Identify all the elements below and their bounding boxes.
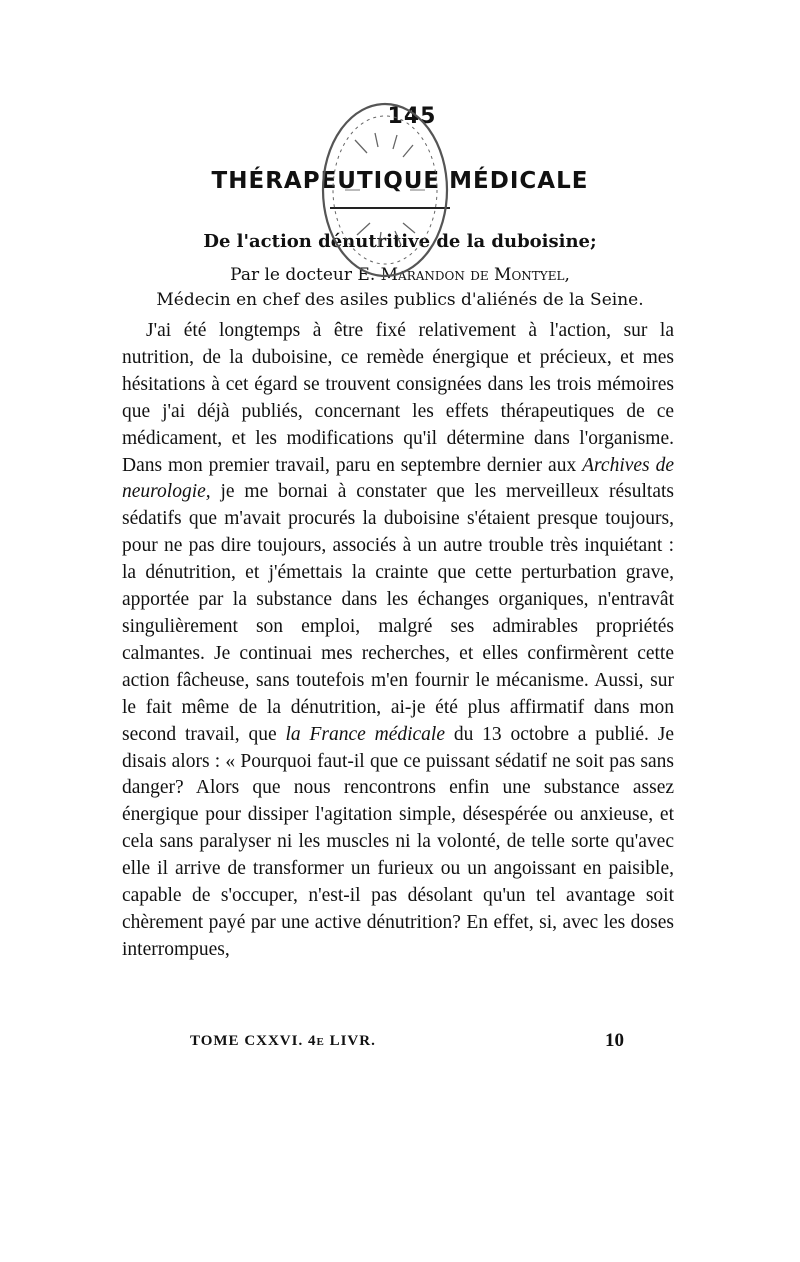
body-paragraph <box>122 318 674 964</box>
body-text-part-3: du 13 octobre a publié. Je disais alors : « Pourquoi faut-il que ce puissant sédatif ne soit pas sans danger? Alors que nous rencontrons enfin une substance assez énergique pour dissiper l'agitation simple, désespérée ou anxieuse, et cela sans paralyser ni les muscles ni la volonté, de telle sorte qu'avec elle il arrive de transformer un furieux ou un angoissant en paisible, capable de s'occuper, n'est-il pas désolant qu'un tel avantage soit chèrement payé par une active dénutrition? En effet, si, avec les doses interrompues, <box>122 723 674 960</box>
section-title: THÉRAPEUTIQUE MÉDICALE <box>211 168 589 194</box>
volume-signature: TOME CXXVI. 4e LIVR. <box>190 1033 376 1049</box>
article-title: De l'action dénutritive de la duboisine; <box>203 231 597 252</box>
journal-title-archives: Archives de neurologie, <box>122 454 674 503</box>
body-text-part-2: je me bornai à constater que les merveilleux résultats sédatifs que m'avait procurés la duboisine s'étaient presque toujours, pour ne pas dire toujours, associés à un autre trouble très inquiétant : la dénutrition, et j'émettais la crainte que cette perturbation grave, apportée par la substance dans les échanges organiques, n'entravât singulièrement son emploi, malgré ses admirables propriétés calmantes. Je continuai mes recherches, et elles confirmèrent cette action fâcheuse, sans toutefois m'en fournir le mécanisme. Aussi, sur le fait même de la dénutrition, ai-je été plus affirmatif dans mon second travail, que <box>122 481 674 745</box>
byline-prefix: Par le docteur <box>230 265 358 285</box>
author-name: E. Marandon de Montyel, <box>357 265 570 285</box>
byline <box>100 265 700 285</box>
title-rule <box>330 207 450 209</box>
body-text-part-1: J'ai été longtemps à être fixé relativement à l'action, sur la nutrition, de la duboisine, ce remède énergique et précieux, et mes hésitations à cet égard se trouvent consignées dans les trois mémoires que j'ai déjà publiés, concernant les effets thérapeutiques de ce médicament, et les modifications qu'il détermine dans l'organisme. Dans mon premier travail, paru en septembre dernier aux <box>122 320 674 476</box>
sheet-number: 10 <box>605 1030 624 1051</box>
author-affiliation: Médecin en chef des asiles publics d'aliénés de la Seine. <box>156 290 644 310</box>
page-number: 145 <box>387 104 437 129</box>
journal-title-france-medicale: la France médicale <box>285 723 446 745</box>
